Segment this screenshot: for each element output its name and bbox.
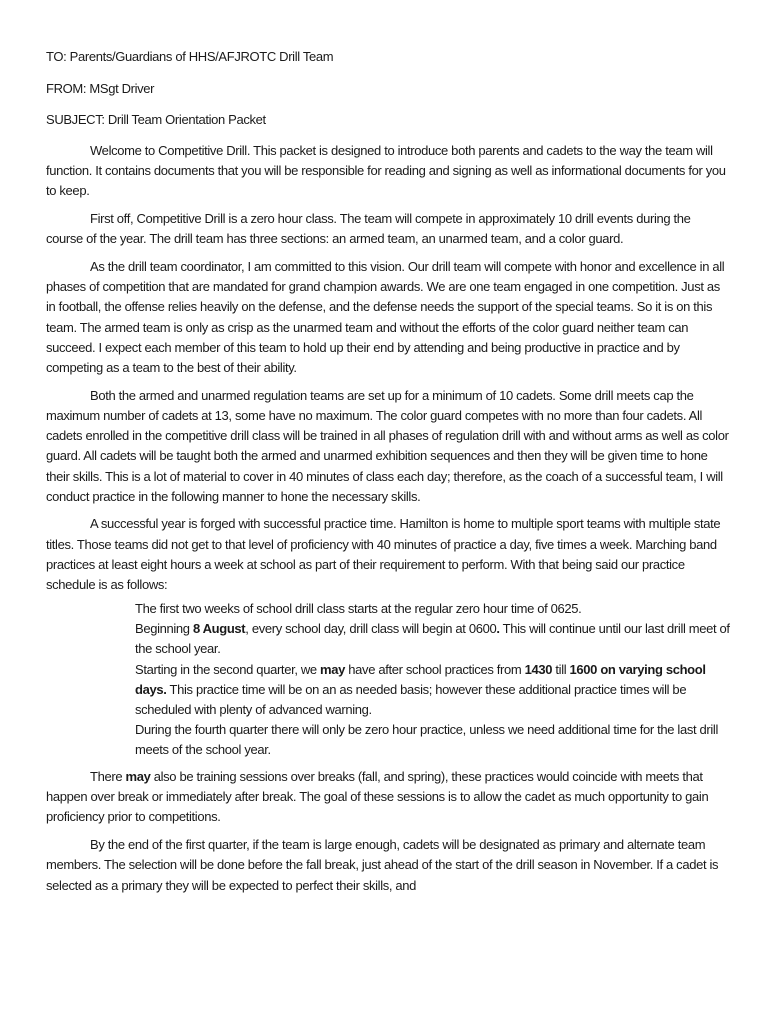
- schedule-item-first-two-weeks: The first two weeks of school drill class starts at the regular zero hour time of 0625.: [135, 601, 582, 617]
- paragraph-zero-hour: First off, Competitive Drill is a zero hour class. The team will compete in approximately 10 drill events during the course of the year. The drill team has three sections: an armed team, an unarmed team, and a color guard.: [46, 211, 691, 247]
- schedule-item-august-period: .: [496, 621, 500, 637]
- schedule-item-sq-post: This practice time will be on an as needed basis; however these additional practice times will be scheduled with plenty of advanced warning.: [135, 681, 687, 717]
- break-sessions-may: may: [125, 769, 151, 785]
- schedule-item-sq-end: 1600 on varying school days.: [135, 661, 706, 697]
- schedule-item-august-pre: Beginning: [135, 621, 193, 637]
- schedule-item-sq-pre: Starting in the second quarter, we: [135, 661, 321, 677]
- break-sessions-post: also be training sessions over breaks (fall, and spring), these practices would coincide with meets that happen over break or immediately after break. The goal of these sessions is to allow the cadet as much opportunity to gain proficiency prior to competitions.: [46, 769, 709, 825]
- schedule-item-sq-start: 1430: [524, 661, 553, 677]
- memo-from-line: FROM: MSgt Driver: [46, 80, 155, 96]
- memo-to-line: TO: Parents/Guardians of HHS/AFJROTC Drill Team: [46, 49, 334, 64]
- schedule-item-second-quarter: [135, 660, 730, 720]
- schedule-item-august-mid: , every school day, drill class will begin at 0600: [245, 621, 497, 637]
- paragraph-team-sizes: Both the armed and unarmed regulation teams are set up for a minimum of 10 cadets. Some drill meets cap the maximum number of cadets at 13, some have no maximum. The color guard competes with no more than four cadets. All cadets enrolled in the competitive drill class will be trained in all phases of regulation drill with and without arms as well as color guard. All cadets will be taught both the armed and unarmed exhibition sequences and then they will be given time to hone their skills. This is a lot of material to cover in 40 minutes of class each day; therefore, as the coach of a successful team, I will conduct practice in the following manner to hone the necessary skills.: [46, 387, 729, 504]
- paragraph-practice-intro: A successful year is forged with successful practice time. Hamilton is home to multiple sport teams with multiple state titles. Those teams did not get to that level of proficiency with 40 minutes of practice a day, five times a week. Marching band practices at least eight hours a week at school as part of their requirement to perform. With that being said our practice schedule is as follows:: [46, 516, 721, 593]
- paragraph-coordinator: As the drill team coordinator, I am committed to this vision. Our drill team will compete with honor and excellence in all phases of competition that are mandated for grand champion awards. We are one team engaged in one competition. Just as in football, the offense relies heavily on the defense, and the defense needs the support of the special teams. So it is on this team. The armed team is only as crisp as the unarmed team and without the efforts of the color guard neither team can succeed. I expect each member of this team to hold up their end by attending and being productive in practice and by competing as a team to the best of their ability.: [46, 259, 725, 376]
- schedule-item-fourth-quarter: During the fourth quarter there will only be zero hour practice, unless we need additional time for the last drill meets of the school year.: [135, 721, 718, 757]
- schedule-item-sq-till: till: [552, 661, 570, 677]
- practice-schedule-list: [135, 599, 730, 760]
- paragraph-primary-alternate: By the end of the first quarter, if the team is large enough, cadets will be designated as primary and alternate team members. The selection will be done before the fall break, just ahead of the start of the drill season in November. If a cadet is selected as a primary they will be expected to perfect their skills, and: [46, 837, 719, 893]
- schedule-item-august-post: This will continue until our last drill meet of the school year.: [135, 621, 730, 657]
- schedule-item-sq-may: may: [320, 661, 346, 677]
- schedule-item-august: [135, 619, 730, 659]
- break-sessions-pre: There: [90, 769, 126, 785]
- memo-subject-line: SUBJECT: Drill Team Orientation Packet: [46, 112, 266, 127]
- paragraph-break-sessions: [46, 767, 730, 828]
- memo-document: [46, 48, 730, 903]
- schedule-item-sq-mid: have after school practices from: [345, 661, 525, 677]
- paragraph-welcome: Welcome to Competitive Drill. This packet is designed to introduce both parents and cadets to the way the team will function. It contains documents that you will be responsible for reading and signing as well as informational documents for you to keep.: [46, 143, 726, 199]
- schedule-item-august-date: 8 August: [192, 621, 246, 637]
